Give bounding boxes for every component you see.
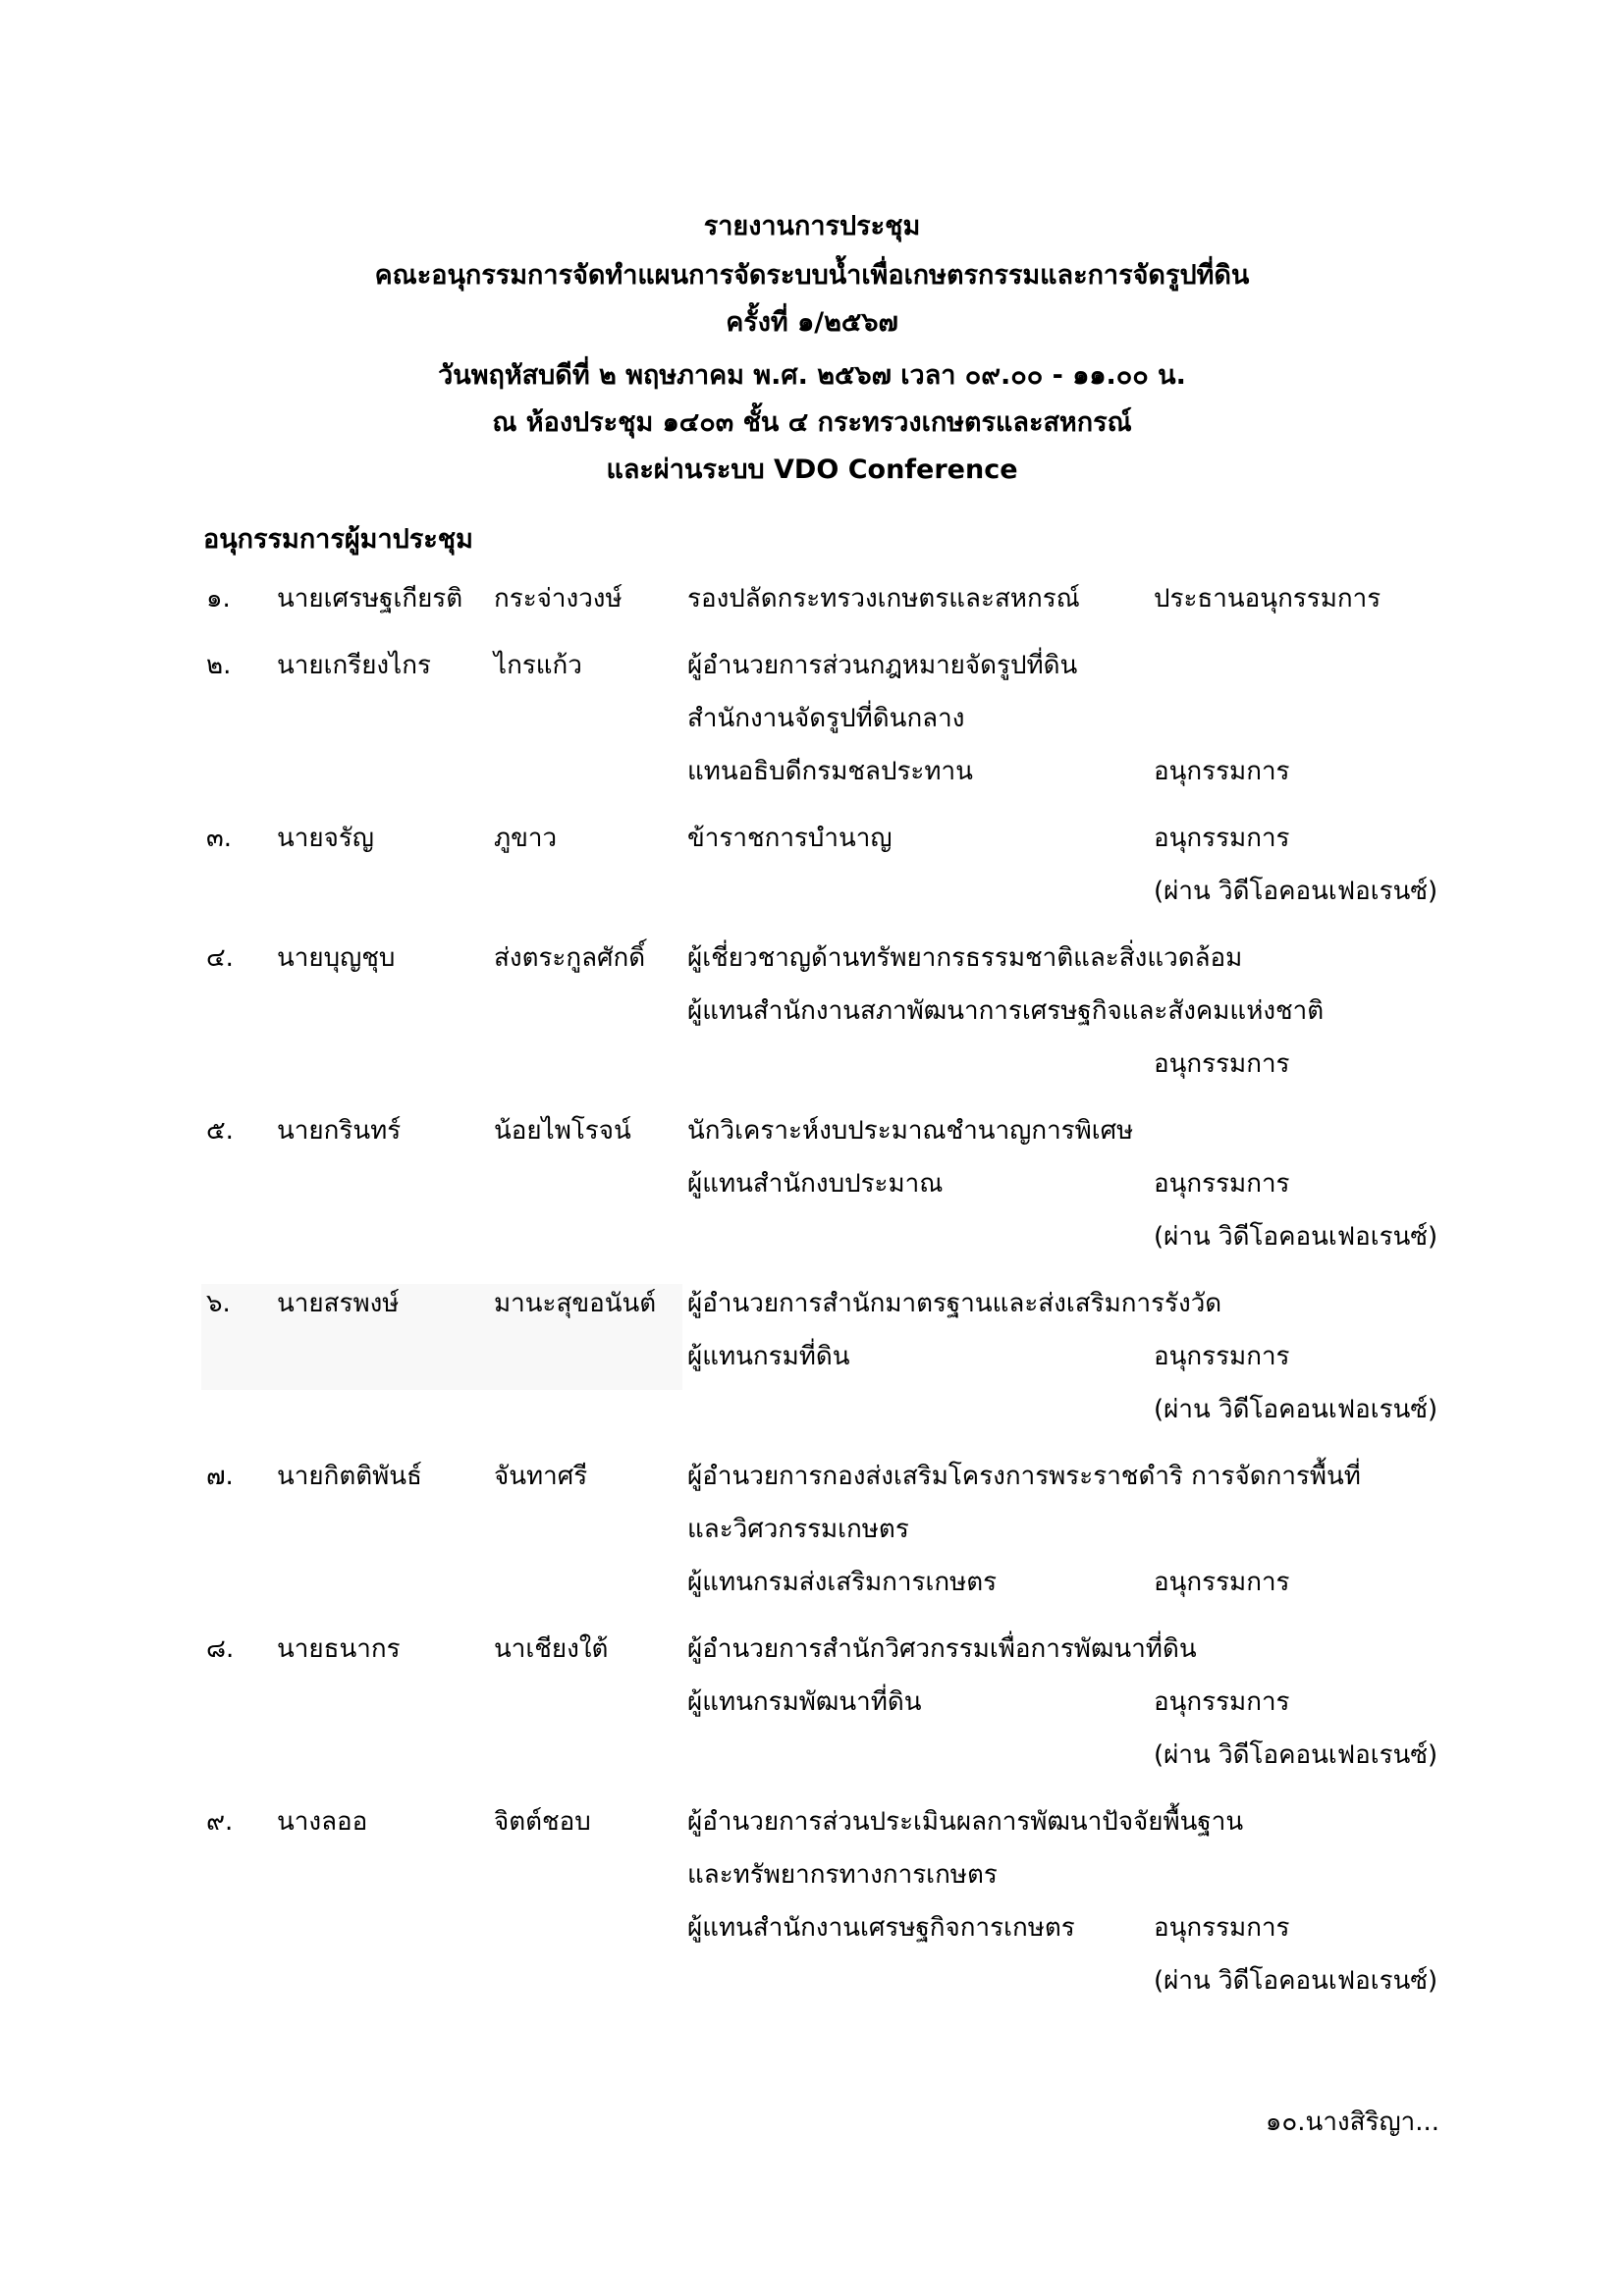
attendee-list bbox=[0, 579, 1624, 2028]
attendee-number: ๑. bbox=[206, 584, 231, 614]
attendee-number: ๙. bbox=[206, 1807, 234, 1837]
report-header bbox=[0, 201, 1624, 494]
continuation-marker: ๑๐.นางสิริญา... bbox=[1265, 2108, 1439, 2137]
attendee-first-name: นายบุญชุบ bbox=[277, 943, 396, 973]
attendee-role: (ผ่าน วิดีโอคอนเฟอเรนซ์) bbox=[1154, 1395, 1438, 1424]
attendee-entry bbox=[0, 819, 1624, 938]
attendee-entry bbox=[0, 1284, 1624, 1457]
meeting-datetime: วันพฤหัสบดีที่ ๒ พฤษภาคม พ.ศ. ๒๕๖๗ เวลา ๐๙.๐๐ - ๑๑.๐๐ น. bbox=[438, 360, 1186, 391]
attendee-line bbox=[0, 1563, 1624, 1616]
attendee-role: (ผ่าน วิดีโอคอนเฟอเรนซ์) bbox=[1154, 1222, 1438, 1252]
attendee-number: ๓. bbox=[206, 824, 233, 853]
attendee-position: ผู้อำนวยการสำนักมาตรฐานและส่งเสริมการรังวัด bbox=[687, 1289, 1222, 1318]
attendee-position: ผู้แทนสำนักงบประมาณ bbox=[687, 1169, 944, 1199]
attendee-first-name: นายธนากร bbox=[277, 1634, 401, 1664]
attendee-line bbox=[0, 1164, 1624, 1217]
attendee-position: แทนอธิบดีกรมชลประทาน bbox=[687, 757, 973, 786]
attendee-line bbox=[0, 1961, 1624, 2014]
attendee-line bbox=[0, 1111, 1624, 1164]
attendee-position: ผู้แทนสำนักงานเศรษฐกิจการเกษตร bbox=[687, 1913, 1075, 1943]
attendee-line bbox=[0, 579, 1624, 632]
entry-spacer bbox=[0, 1789, 1624, 1802]
attendee-position: และทรัพยากรทางการเกษตร bbox=[687, 1860, 998, 1890]
report-title: รายงานการประชุม bbox=[703, 211, 921, 241]
attendee-first-name: นายกรินทร์ bbox=[277, 1116, 402, 1146]
attendee-last-name: นาเชียงใต้ bbox=[494, 1634, 609, 1664]
meeting-venue: ณ ห้องประชุม ๑๔๐๓ ชั้น ๔ กระทรวงเกษตรและสหกรณ์ bbox=[492, 407, 1132, 438]
attendee-line bbox=[0, 991, 1624, 1044]
attendee-first-name: นายกิตติพันธ์ bbox=[277, 1462, 422, 1491]
attendee-position: ผู้แทนกรมส่งเสริมการเกษตร bbox=[687, 1568, 998, 1597]
attendee-number: ๘. bbox=[206, 1634, 235, 1664]
attendee-line bbox=[0, 1802, 1624, 1855]
attendee-role: อนุกรรมการ bbox=[1154, 824, 1290, 853]
attendee-last-name: จันทาศรี bbox=[494, 1462, 588, 1491]
attendee-role: อนุกรรมการ bbox=[1154, 1913, 1290, 1943]
attendee-role: (ผ่าน วิดีโอคอนเฟอเรนซ์) bbox=[1154, 877, 1438, 906]
attendee-number: ๗. bbox=[206, 1462, 234, 1491]
attendee-role: ประธานอนุกรรมการ bbox=[1154, 584, 1381, 614]
attendee-line bbox=[0, 819, 1624, 872]
attendee-entry bbox=[0, 1629, 1624, 1802]
attendee-position: ข้าราชการบำนาญ bbox=[687, 824, 893, 853]
attendee-entry bbox=[0, 1457, 1624, 1629]
attendee-role: อนุกรรมการ bbox=[1154, 1049, 1290, 1079]
attendee-line bbox=[0, 1510, 1624, 1563]
attendees-heading: อนุกรรมการผู้มาประชุม bbox=[203, 524, 473, 555]
attendee-position: ผู้อำนวยการกองส่งเสริมโครงการพระราชดำริ การจัดการพื้นที่ bbox=[687, 1462, 1361, 1491]
highlight-band bbox=[201, 1337, 682, 1390]
meeting-online: และผ่านระบบ VDO Conference bbox=[606, 454, 1018, 485]
attendee-line bbox=[0, 1682, 1624, 1735]
attendee-position: สำนักงานจัดรูปที่ดินกลาง bbox=[687, 704, 965, 733]
attendee-line bbox=[0, 1284, 1624, 1337]
attendee-line bbox=[0, 646, 1624, 699]
attendee-position: ผู้อำนวยการสำนักวิศวกรรมเพื่อการพัฒนาที่ดิน bbox=[687, 1634, 1197, 1664]
attendee-entry bbox=[0, 579, 1624, 646]
attendee-last-name: มานะสุขอนันต์ bbox=[494, 1289, 657, 1318]
attendee-entry bbox=[0, 646, 1624, 819]
entry-spacer bbox=[0, 632, 1624, 646]
attendee-last-name: ส่งตระกูลศักดิ์ bbox=[494, 943, 646, 973]
attendee-line bbox=[0, 1217, 1624, 1270]
attendee-line bbox=[0, 699, 1624, 752]
attendee-last-name: กระจ่างวงษ์ bbox=[494, 584, 623, 614]
attendee-line bbox=[0, 1390, 1624, 1443]
attendee-role: อนุกรรมการ bbox=[1154, 1687, 1290, 1717]
attendee-role: (ผ่าน วิดีโอคอนเฟอเรนซ์) bbox=[1154, 1740, 1438, 1770]
attendee-line bbox=[0, 938, 1624, 991]
entry-spacer bbox=[0, 925, 1624, 938]
attendee-role: อนุกรรมการ bbox=[1154, 1568, 1290, 1597]
attendee-line bbox=[0, 872, 1624, 925]
attendee-first-name: นายเกรียงไกร bbox=[277, 651, 431, 680]
attendee-line bbox=[0, 1908, 1624, 1961]
attendee-first-name: นายสรพงษ์ bbox=[277, 1289, 400, 1318]
attendee-first-name: นายจรัญ bbox=[277, 824, 374, 853]
attendee-entry bbox=[0, 1802, 1624, 2028]
committee-name: คณะอนุกรรมการจัดทำแผนการจัดระบบน้ำเพื่อเกษตรกรรมและการจัดรูปที่ดิน bbox=[374, 260, 1250, 291]
attendee-number: ๖. bbox=[206, 1289, 231, 1318]
entry-spacer bbox=[0, 1443, 1624, 1457]
entry-spacer bbox=[0, 1097, 1624, 1111]
attendee-role: อนุกรรมการ bbox=[1154, 1169, 1290, 1199]
attendee-entry bbox=[0, 1111, 1624, 1284]
attendee-position: ผู้แทนกรมที่ดิน bbox=[687, 1342, 850, 1371]
attendee-position: ผู้แทนกรมพัฒนาที่ดิน bbox=[687, 1687, 922, 1717]
attendee-line bbox=[0, 752, 1624, 805]
attendee-position: และวิศวกรรมเกษตร bbox=[687, 1515, 909, 1544]
attendee-position: รองปลัดกระทรวงเกษตรและสหกรณ์ bbox=[687, 584, 1080, 614]
entry-spacer bbox=[0, 2014, 1624, 2028]
attendee-last-name: น้อยไพโรจน์ bbox=[494, 1116, 631, 1146]
attendee-last-name: ไกรแก้ว bbox=[494, 651, 582, 680]
attendee-number: ๕. bbox=[206, 1116, 234, 1146]
attendee-line bbox=[0, 1044, 1624, 1097]
entry-spacer bbox=[0, 1616, 1624, 1629]
attendee-role: อนุกรรมการ bbox=[1154, 757, 1290, 786]
attendee-line bbox=[0, 1855, 1624, 1908]
attendee-position: ผู้อำนวยการส่วนกฎหมายจัดรูปที่ดิน bbox=[687, 651, 1078, 680]
attendee-first-name: นายเศรษฐเกียรติ bbox=[277, 584, 463, 614]
attendee-position: ผู้เชี่ยวชาญด้านทรัพยากรธรรมชาติและสิ่งแวดล้อม bbox=[687, 943, 1243, 973]
attendee-last-name: จิตต์ชอบ bbox=[494, 1807, 591, 1837]
attendee-role: อนุกรรมการ bbox=[1154, 1342, 1290, 1371]
attendee-first-name: นางลออ bbox=[277, 1807, 368, 1837]
attendee-last-name: ภูขาว bbox=[494, 824, 558, 853]
attendee-number: ๔. bbox=[206, 943, 234, 973]
attendee-line bbox=[0, 1735, 1624, 1789]
attendee-position: ผู้อำนวยการส่วนประเมินผลการพัฒนาปัจจัยพื้นฐาน bbox=[687, 1807, 1244, 1837]
attendee-position: นักวิเคราะห์งบประมาณชำนาญการพิเศษ bbox=[687, 1116, 1134, 1146]
attendee-line bbox=[0, 1337, 1624, 1390]
attendee-position: ผู้แทนสำนักงานสภาพัฒนาการเศรษฐกิจและสังคมแห่งชาติ bbox=[687, 996, 1325, 1026]
attendee-entry bbox=[0, 938, 1624, 1111]
entry-spacer bbox=[0, 1270, 1624, 1284]
attendee-line bbox=[0, 1629, 1624, 1682]
attendee-role: (ผ่าน วิดีโอคอนเฟอเรนซ์) bbox=[1154, 1966, 1438, 1996]
session-number: ครั้งที่ ๑/๒๕๖๗ bbox=[726, 307, 898, 338]
attendee-line bbox=[0, 1457, 1624, 1510]
attendee-number: ๒. bbox=[206, 651, 232, 680]
entry-spacer bbox=[0, 805, 1624, 819]
